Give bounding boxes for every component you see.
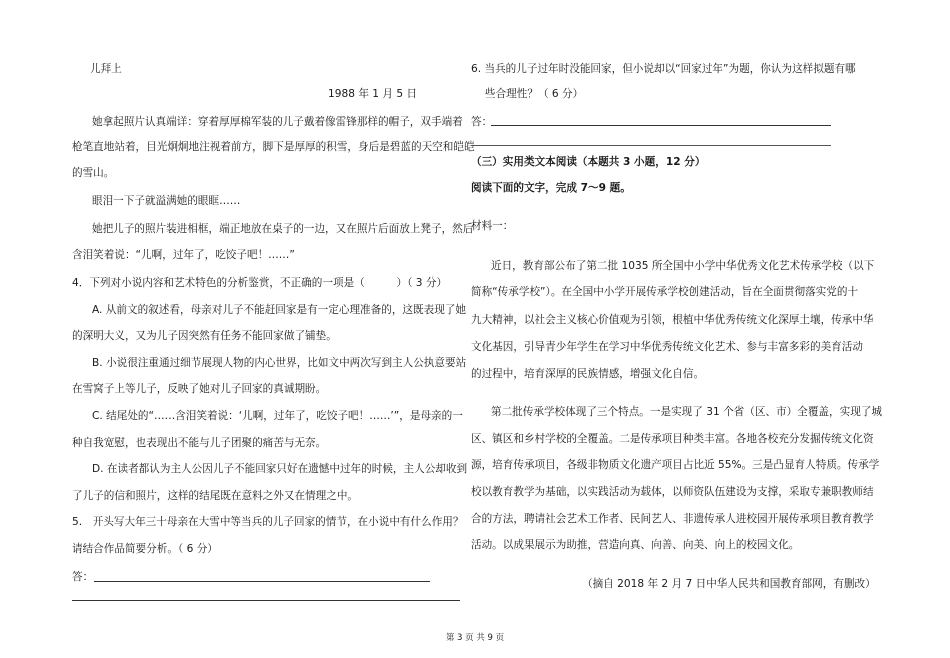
q6-answer-label: 答：	[471, 116, 493, 128]
material-source: （摘自 2018 年 2 月 7 日中华人民共和国教育部网，有删改）	[582, 578, 876, 590]
material-paragraph-line: 第二批传承学校体现了三个特点。一是实现了 31 个省（区、市）全覆盖，实现了城	[491, 406, 882, 418]
story-line: 她拿起照片认真端详：穿着厚厚棉军装的儿子戴着像雷锋那样的帽子，双手端着	[92, 116, 463, 128]
q6-answer-line[interactable]	[491, 125, 831, 126]
story-signature: 儿拜上	[90, 63, 122, 75]
q5-stem-cont: 请结合作品简要分析。（ 6 分）	[72, 543, 218, 555]
material-paragraph-line: 的过程中，培育深厚的民族情感，增强文化自信。	[471, 368, 705, 380]
material-paragraph-line: 近日，教育部公布了第二批 1035 所全国中小学中华优秀文化艺术传承学校（以下	[491, 260, 875, 272]
q4-option-b: B. 小说很注重通过细节展现人物的内心世界，比如文中两次写到主人公执意要站	[92, 357, 467, 369]
story-line: 含泪笑着说：“儿啊，过年了，吃饺子吧！……”	[72, 249, 295, 261]
divider-line	[471, 145, 831, 146]
q4-option-d-cont: 了儿子的信和照片，这样的结尾既在意料之外又在情理之中。	[72, 490, 359, 502]
material-paragraph-line: 活动。以成果展示为助推，营造向真、向善、向美、向上的校园文化。	[471, 539, 800, 551]
material-paragraph-line: 区、镇区和乡村学校的全覆盖。二是传承项目种类丰富。各地各校充分发掘传统文化资	[471, 433, 874, 445]
material-paragraph-line: 九大精神，以社会主义核心价值观为引领，根植中华优秀传统文化深厚土壤，传承中华	[471, 314, 874, 326]
material-paragraph-line: 源，培育传承项目，各级非物质文化遗产项目占比近 55%。三是凸显育人特质。传承学	[471, 459, 880, 471]
q4-option-c: C. 结尾处的“……含泪笑着说：‘儿啊，过年了，吃饺子吧！……’”，是母亲的一	[92, 410, 463, 422]
material-paragraph-line: 合的方法，聘请社会艺术工作者、民间艺人、非遗传承人进校园开展传承项目教育教学	[471, 513, 874, 525]
story-line: 枪笔直地站着，目光炯炯地注视着前方，脚下是厚厚的积雪，身后是碧蓝的天空和皑皑	[72, 141, 475, 153]
material-paragraph-line: 简称“传承学校”）。在全国中小学开展传承学校创建活动，旨在全面贯彻落实党的十	[471, 286, 859, 298]
q6-stem: 6. 当兵的儿子过年时没能回家，但小说却以“回家过年”为题，你认为这样拟题有哪	[471, 63, 856, 75]
section-instruction: 阅读下面的文字，完成 7～9 题。	[471, 182, 631, 194]
q6-stem-cont: 些合理性？（ 6 分）	[485, 88, 584, 100]
material-paragraph-line: 文化基因，引导青少年学生在学习中华优秀传统文化艺术、参与丰富多彩的美育活动	[471, 341, 863, 353]
section-title: （三）实用类文本阅读（本题共 3 小题，12 分）	[471, 156, 706, 168]
q5-answer-line[interactable]	[72, 600, 460, 601]
story-date: 1988 年 1 月 5 日	[328, 88, 418, 100]
q4-option-d: D. 在读者都认为主人公因儿子不能回家只好在遗憾中过年的时候，主人公却收到	[92, 463, 468, 475]
story-line: 的雪山。	[72, 167, 115, 179]
q5-stem: 5. 开头写大年三十母亲在大雪中等当兵的儿子回家的情节，在小说中有什么作用？	[72, 516, 464, 528]
material-paragraph-line: 校以教育教学为基础，以实践活动为载体，以师资队伍建设为支撑，采取专兼职教师结	[471, 486, 874, 498]
q4-option-b-cont: 在雪窝子上等儿子，反映了她对儿子回家的真诚期盼。	[72, 383, 327, 395]
q4-stem: 4．下列对小说内容和艺术特色的分析鉴赏，不正确的一项是（ ）（ 3 分）	[72, 277, 448, 289]
q4-option-a: A. 从前文的叙述看，母亲对儿子不能赶回家是有一定心理准备的，这既表现了她	[92, 304, 466, 316]
story-line: 眼泪一下子就溢满她的眼眶……	[92, 195, 241, 207]
page-number: 第 3 页 共 9 页	[445, 633, 505, 643]
q5-answer-label: 答：	[72, 571, 94, 583]
q4-option-a-cont: 的深明大义，又为儿子因突然有任务不能回家做了铺垫。	[72, 330, 337, 342]
q5-answer-line[interactable]	[94, 581, 430, 582]
story-line: 她把儿子的照片装进相框，端正地放在桌子的一边，又在照片后面放上凳子，然后	[92, 223, 474, 235]
material-label: 材料一：	[471, 220, 514, 232]
q4-option-c-cont: 种自我宽慰，也表现出不能与儿子团聚的痛苦与无奈。	[72, 437, 327, 449]
